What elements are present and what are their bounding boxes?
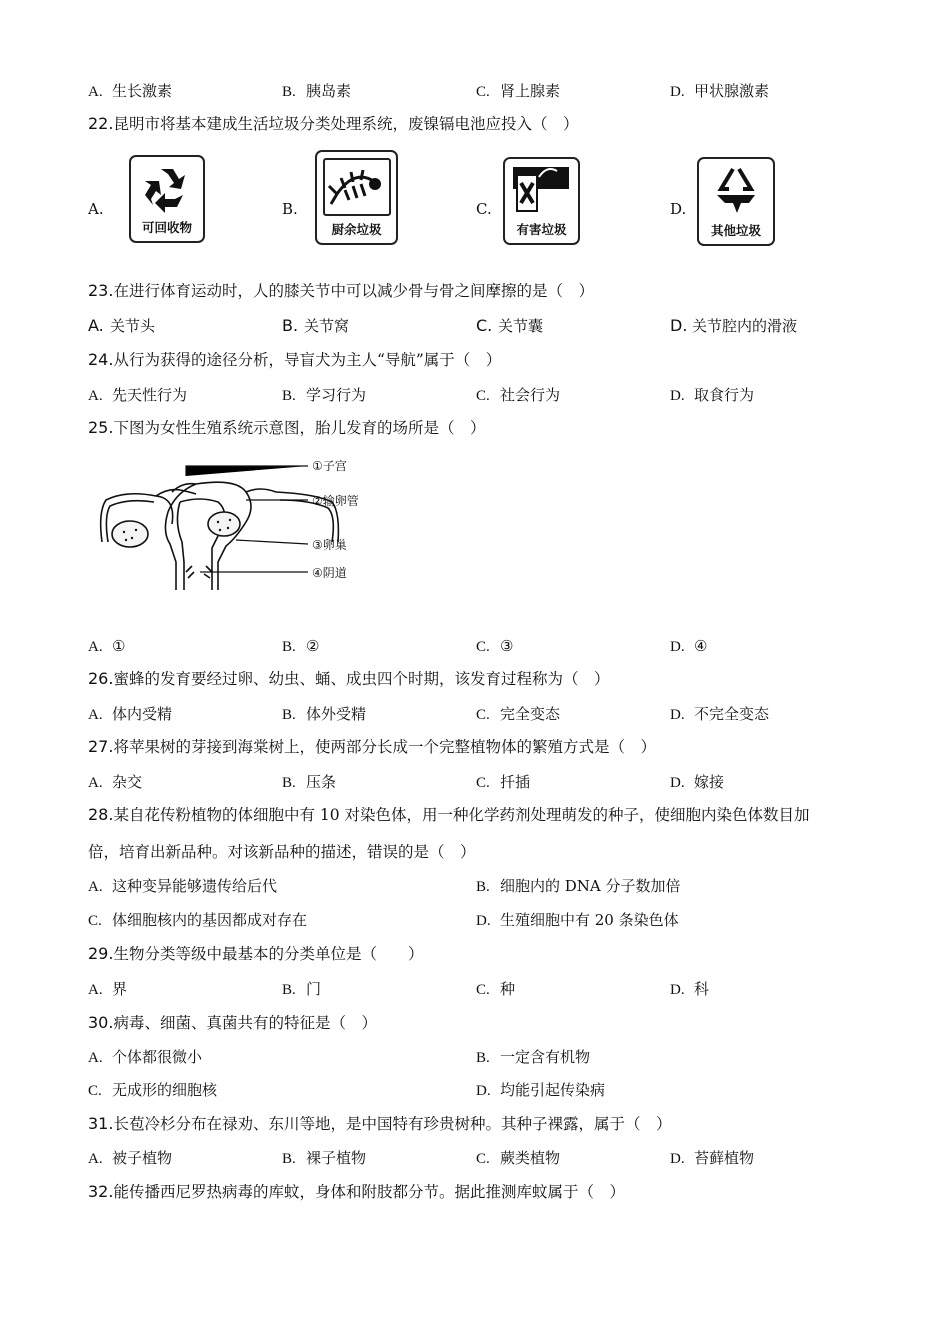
q28-stem-line-2: 倍，培育出新品种。对该新品种的描述，错误的是（ ） (88, 843, 476, 861)
q27-option-a: A. 杂交 (88, 773, 143, 791)
q24-option-d: D. 取食行为 (670, 386, 755, 404)
q24-stem: 24.从行为获得的途径分析，导盲犬为主人“导航”属于（ ） (88, 350, 502, 369)
recycle-bin-sign (129, 155, 205, 243)
q25-option-c: C. ③ (476, 637, 514, 655)
q23-stem: 23.在进行体育运动时，人的膝关节中可以减少骨与骨之间摩擦的是（ ） (88, 281, 594, 300)
q31-stem: 31.长苞冷杉分布在禄劝、东川等地，是中国特有珍贵树种。其种子裸露，属于（ ） (88, 1114, 672, 1133)
q25-option-a: A. ① (88, 637, 126, 655)
q24-option-c: C. 社会行为 (476, 386, 561, 404)
other-trash-icon (699, 159, 773, 219)
q24-option-b: B. 学习行为 (282, 386, 367, 404)
q27-option-c: C. 扦插 (476, 773, 531, 791)
q22-option-a-letter: A. (88, 200, 104, 218)
q27-option-d: D. 嫁接 (670, 773, 725, 791)
q24-option-a: A. 先天性行为 (88, 386, 188, 404)
q22-option-d-letter: D. (670, 200, 687, 218)
q28-option-c: C. 体细胞核内的基因都成对存在 (88, 911, 308, 929)
q22-option-b-letter: B. (282, 200, 298, 218)
q29-option-b: B. 门 (282, 980, 322, 998)
hazard-icon (505, 159, 578, 217)
q29-stem: 29.生物分类等级中最基本的分类单位是（ ） (88, 944, 424, 963)
q23-option-b: B. 关节窝 (282, 316, 350, 335)
q28-option-d: D. 生殖细胞中有 20 条染色体 (476, 911, 679, 929)
q26-option-b: B. 体外受精 (282, 705, 367, 723)
recycle-bin-label: 可回收物 (141, 220, 192, 235)
label-uterus: ①子宫 (312, 459, 347, 473)
q26-stem: 26.蜜蜂的发育要经过卵、幼虫、蛹、成虫四个时期，该发育过程称为（ ） (88, 669, 610, 688)
q31-option-d: D. 苔藓植物 (670, 1149, 755, 1167)
q21-option-d: D. 甲状腺激素 (670, 82, 770, 100)
label-ovary: ③卵巢 (312, 538, 347, 552)
q21-option-a: A. 生长激素 (88, 82, 173, 100)
q21-option-b: B. 胰岛素 (282, 82, 352, 100)
hazardous-waste-sign (503, 157, 580, 245)
q25-option-d: D. ④ (670, 637, 708, 655)
label-vagina: ④阴道 (312, 566, 347, 580)
q23-option-d: D. 关节腔内的滑液 (670, 316, 798, 335)
q28-option-b: B. 细胞内的 DNA 分子数加倍 (476, 877, 681, 895)
female-reproductive-diagram (96, 452, 386, 597)
q27-stem: 27.将苹果树的芽接到海棠树上，使两部分长成一个完整植物体的繁殖方式是（ ） (88, 737, 656, 756)
q32-stem: 32.能传播西尼罗热病毒的库蚊，身体和附肢都分节。据此推测库蚊属于（ ） (88, 1182, 625, 1201)
other-waste-label: 其他垃圾 (710, 223, 761, 238)
q31-option-b: B. 裸子植物 (282, 1149, 367, 1167)
q26-option-a: A. 体内受精 (88, 705, 173, 723)
q26-option-c: C. 完全变态 (476, 705, 561, 723)
q30-option-a: A. 个体都很微小 (88, 1048, 203, 1066)
q29-option-c: C. 种 (476, 980, 516, 998)
label-fallopian-tube: ②输卵管 (312, 494, 359, 508)
q25-option-b: B. ② (282, 637, 320, 655)
kitchen-waste-label: 厨余垃圾 (331, 222, 382, 237)
q30-stem: 30.病毒、细菌、真菌共有的特征是（ ） (88, 1013, 377, 1032)
q30-option-b: B. 一定含有机物 (476, 1048, 591, 1066)
q28-stem-line-1: 28.某自花传粉植物的体细胞中有 10 对染色体，用一种化学药剂处理萌发的种子，使细胞内染色体数目加 (88, 805, 810, 824)
q29-option-d: D. 科 (670, 980, 710, 998)
q23-option-c: C. 关节囊 (476, 316, 544, 335)
recycle-icon (131, 159, 203, 219)
q30-option-d: D. 均能引起传染病 (476, 1081, 606, 1099)
fish-bone-icon (325, 160, 389, 214)
q27-option-b: B. 压条 (282, 773, 337, 791)
q29-option-a: A. 界 (88, 980, 128, 998)
q30-option-c: C. 无成形的细胞核 (88, 1081, 218, 1099)
q23-option-a: A. 关节头 (88, 316, 156, 335)
q25-stem: 25.下图为女性生殖系统示意图，胎儿发育的场所是（ ） (88, 418, 486, 437)
q28-option-a: A. 这种变异能够遗传给后代 (88, 877, 278, 895)
q26-option-d: D. 不完全变态 (670, 705, 770, 723)
kitchen-waste-sign (315, 150, 398, 245)
q22-option-c-letter: C. (476, 200, 492, 218)
q31-option-c: C. 蕨类植物 (476, 1149, 561, 1167)
q21-option-c: C. 肾上腺素 (476, 82, 561, 100)
q22-stem: 22.昆明市将基本建成生活垃圾分类处理系统，废镍镉电池应投入（ ） (88, 114, 579, 133)
hazardous-waste-label: 有害垃圾 (516, 222, 567, 237)
q31-option-a: A. 被子植物 (88, 1149, 173, 1167)
other-waste-sign (697, 157, 775, 246)
